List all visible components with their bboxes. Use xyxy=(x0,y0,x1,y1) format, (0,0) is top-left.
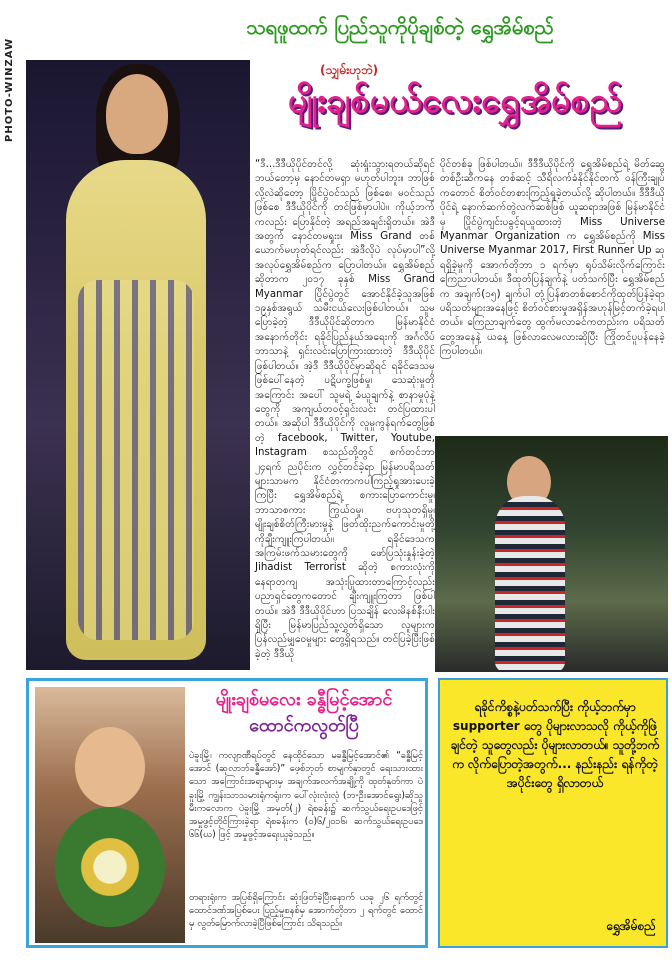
pull-quote xyxy=(438,678,668,948)
subkicker: (သျှမ်းဟုဘဲ) xyxy=(320,63,379,77)
flower-garland xyxy=(55,807,165,927)
photo-credit: PHOTO-WINZAW xyxy=(4,37,15,143)
article-column-2: ပိုင်တစ်ခု ဖြစ်ပါတယ်။ ဒီဒီဒီယိုပိုင်ကို ရွှေအိမ်စည်ရဲ့ မိတ်ဆွေတစ်ဦးဆီကနေ တစ်ဆင့် သီရိလက်ခံနိုင်နိုင်တက် ဝန်ကြီးချုပ်ကတောင် စိတ်ဝင်တစားကြည့်ရှုခဲ့တယ်လို့ ဆိုပါတယ်။ ဒီဒီဒီယိုပိုင်ရဲ့ နောက်ဆက်တွဲလက်ဆစ်ဖြစ် ယူဆရာအဖြစ် မြန်မာနိုင်ငံမှ ပြိုင်ပွဲကျင်းပခွင့်ရယူထားတဲ့ Miss Universe Myanmar Organization က ရွှေအိမ်စည်ကို Miss Universe Myanmar 2017, First Runner Up ဆုရရှိခဲ့မှုကို အောက်တိုဘာ ၁ ရက်မှာ ရုပ်သိမ်းလိုက်ကြောင်း ကြေညာပါတယ်။ ဒီထုတ်ပြန်ချက်နဲ့ ပတ်သက်ပြီး ရွှေအိမ်စည်က အချက်(၁၅) ချက်ပါ တုံ့ပြန်စာတစ်စောင်ကိုထုတ်ပြန်ခဲ့ရာ ပရိသတ်များအနေဖြင့် စိတ်ဝင်စားမှုအရှိန်အဟုန်မြင့်တက်ခဲ့ရပါတယ်။ ကြေညာချက်တွေ ထွက်မလာခင်ကတည်းက ပရိသတ်တွေအနေနဲ့ ယနေ့ ဖြစ်လာလေမလားဆိုပြီး ကြိုတင်ပူပန်နေခဲ့ကြပါတယ်။ xyxy=(440,159,665,358)
model-dress xyxy=(66,160,206,660)
sidebar-photo xyxy=(35,687,185,943)
pull-quote-signature: ရွှေအိမ်စည် xyxy=(606,919,656,933)
sidebar-title-line1: မျိုးချစ်မလေး ခန္ဓီမြင့်အောင် xyxy=(215,689,393,710)
secondary-photo xyxy=(435,436,668,672)
pull-quote-text: ရခိုင်ကိစ္စနဲ့ပတ်သက်ပြီး ကိုယ့်ဘက်မှာ supporter တွေ ပိုများလာသလို ကိုယ့်ကိုဖြဲချင်တဲ့ သူတွေလည်း ပိုများလာတယ်။ သူတို့ဘက်က လိုက်ပြောတဲ့အတွက်... နည်းနည်း ရန်ကိုတဲ့အပိုင်းတွေ ရှိလာတယ် xyxy=(450,700,660,790)
model-face xyxy=(106,74,168,154)
sidebar-article xyxy=(26,678,428,948)
woman-face xyxy=(75,727,145,807)
article-column-1: “ဒီ...ဒီဒီယိုပိုင်တင်လို့ ဆုံးရှုံးသွားရတယ်ဆိုရင် ဘယ်တော့မှ နောင်တမရှာ မဟုတ်ပါဘူး။ ဘာဖြစ်လို့လဲဆိုတော့ ပြိုင်ပွဲဝင်သည် ဖြစ်စေ၊ မဝင်သည်ဖြစ်စေ ဒီဒီယိုပိုင်ကို တင်ဖြစ်မှာပါပဲ။ ကိုယ့်ဘက်ကလည်း ပြောနိုင်တဲ့ အရည်အချင်းရှိတယ်။ အဲဒီအတွက် နောင်တမရှုးး။ Miss Grand တစ်ယောက်မဟုတ်ရင်လည်း အဲဒီလိုပဲ လုပ်မှာပါ”လို့ အလုပ်ရွှေအိမ်စည်က ပြောပါတယ်။ ရွှေအိမ်စည် ဆိုတာက ၂၀၁၇ ခုနှစ် Miss Grand Myanmar ပြိုင်ပွဲတွင် အောင်နိုင်ခဲ့သူအဖြစ် ၁၉နှစ်အရွယ် သမီးငယ်လေးဖြစ်ပါတယ်။ သူမပြောခဲ့တဲ့ ဒီဒီယိုပိုင်ဆိုတာက မြန်မာနိုင်ငံ အနောက်တိုင်း ရခိုင်ပြည်နယ်အရေးကို အင်္ဂလိပ်ဘာသာနဲ့ ရှင်းလင်းပြောကြားထားတဲ့ ဒီဒီယိုပိုင် ဖြစ်ပါတယ်။ အဲ့ဒီ ဒီဒီယိုပိုင်မှာဆိုရင် ရခိုင်ဒေသမှ ဖြစ်ပေါ်နေတဲ့ ပဋိပက္ခဖြစ်မှု၊ သေဆုံးမှုတိုအကြောင်း အပေါ် သူမရဲ့ ခံယူချက်နဲ့ စာနာမှုပုံနဲ့တွေကို အကျယ်တဝင့်ရှင်းလင်း တင်ပြထားပါတယ်။ အဆိုပါ ဒီဒီယိုပိုင်ကို လူမှုကွန်ရက်တွေဖြစ်တဲ့ facebook, Twitter, Youtube, Instagram စသည်တို့တွင် စက်တင်ဘာ ၂၄ရက် ညပိုင်းက လွှင့်တင်ခဲ့ရာ မြန်မာပရိသတ်များသာမက နိုင်ငံတကာကပါကြည့်ရှုအားပေးခဲ့ကြပြီး ရွှေအိမ်စည်ရဲ့ စကားပြောကောင်းမှု၊ ဘာသာစကား ကြွယ်ဝမှု၊ ဗဟုသုတရှိမှု၊ မျိုးချစ်စိတ်ကြီးမားမှုနဲ့ ဖြတ်ထိုးညက်ကောင်းမှုတို့ကိုချီးကျူးကြပါတယ်။ ရခိုင်ဒေသက အကြမ်းဖက်သမားတွေကို ဖော်ပြသုံးနှုန်းခဲ့တဲ့ Jihadist Terrorist ဆိုတဲ့ စကားလုံးကို နေရာတကျ အသုံးပြုထားတာကြောင့်လည်း ပညာရှင်တွေကတောင် ချီးကျူးကြတာ ဖြစ်ပါတယ်။ အဲဒီ ဒီဒီယိုပိုင်ဟာ ပြသချိန် လေးမိနစ်နီးပါးရှိပြီး မြန်မာပြည်သူ့လွှတ်ရှိသော လူများကပြန်လည်မျှဝေမှုများ တွေ့ရှိရသည်။ တင်ပြခဲ့ပြီးဖြစ်ခဲ့တဲ့ ဒီဒီယို xyxy=(255,159,435,660)
kicker-headline: သရဖူထက် ပြည်သူကိုပိုချစ်တဲ့ ရွှေအိမ်စည် xyxy=(246,15,554,39)
sidebar-title xyxy=(179,687,429,739)
model-striped-top xyxy=(495,496,565,672)
hero-photo xyxy=(26,60,250,670)
sidebar-body-2: တရားရုံးက အပြစ်ရှိကြောင်း ဆုံးဖြတ်ခဲ့ပြီးနောက် ယခု ၂၆ ရက်တွင် ထောင်ဒဏ်အပြစ်ပေး ပြည့်မှုစနစ်မှ အောက်တိုဘာ ၂ ရက်တွင် ထောင်မှ လွတ်မြောက်လာခဲ့ပြီဖြစ်ကြောင်း သိရသည်။ xyxy=(189,892,423,930)
main-headline: မျိုးချစ်မယ်လေးရွှေအိမ်စည် xyxy=(287,81,623,121)
sidebar-body: ပဲခူးမြို့၊ ကလျာဏီရပ်တွင် နေထိုင်သော မခန္ဓီမြင့်အောင်၏ “ခန္ဓီမြင့်အောင် (ဆုလာဘ်ခန္ဓီအော်)” ဖေ့စ်ဘုတ် စာမျက်နှာတွင် ရေးသားထားသော အကြောင်းအရာများမှ အချက်အလက်အချို့ကို ထုတ်နုတ်ကာ ပဲခူးမြို့ ကျွန်းသာသမားရုံကရုံးက ပေါ်လုံးလုံးလုံ (ဘ-ဦးအောင်ရွေး)ဆိုသူ မီးကလောက ပဲခူးမြို့ အမှတ်(၂) ရဲစခန်း၌ ဆက်သွယ်ရေးဥပဒေဖြင့် အမှုဖွင့်တိုင်ကြားခဲ့ရာ ရဲစခန်းက (၀)၆/၂၀၁၆၊ ဆက်သွယ်ရေးဥပဒေ ၆၆(ဃ) ဖြင့် အမှုဖွင့်အရေးယူခဲ့သည်။ xyxy=(189,750,423,841)
sidebar-title-line2: ထောင်ကလွတ်ပြီ xyxy=(249,715,359,736)
